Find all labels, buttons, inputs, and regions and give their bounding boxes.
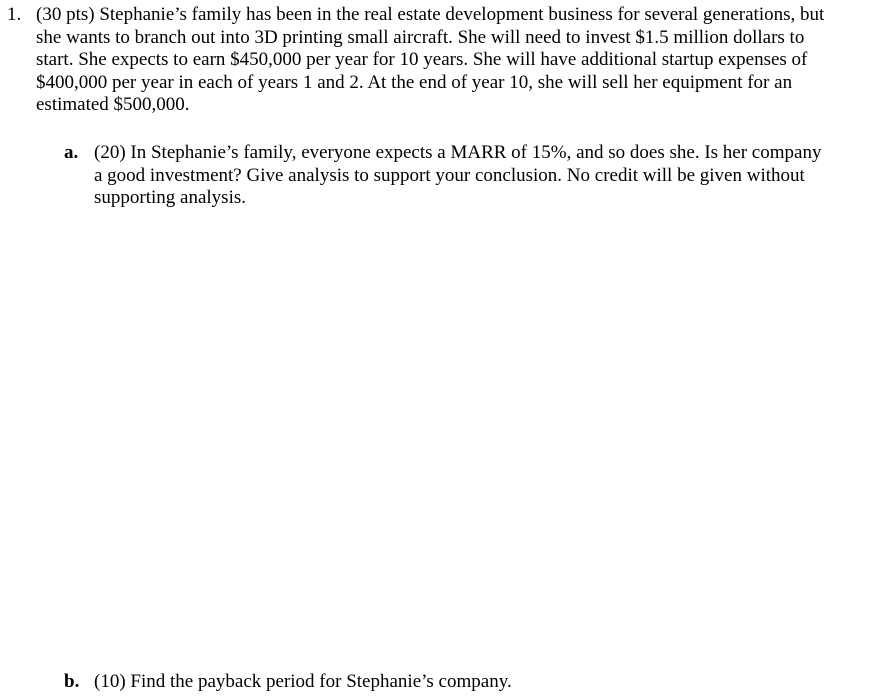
question-line: she wants to branch out into 3D printing small aircraft. She will need to invest $1.5 million dollars to (36, 26, 805, 48)
question-text (36, 4, 888, 117)
part-b-label: b. (64, 671, 80, 692)
question-line: start. She expects to earn $450,000 per year for 10 years. She will have additional startup expenses of (36, 49, 808, 71)
part-a-line: (20) In Stephanie’s family, everyone expects a MARR of 15%, and so does she. Is her company (94, 142, 822, 163)
question-line: estimated $500,000. (36, 94, 190, 116)
part-a-line: supporting analysis. (94, 187, 246, 209)
part-b-text (94, 671, 894, 694)
part-a-line: a good investment? Give analysis to support your conclusion. No credit will be given without (94, 164, 805, 186)
question-number: 1. (7, 4, 22, 25)
part-a-label: a. (64, 142, 79, 163)
question-line: (30 pts) Stephanie’s family has been in the real estate development business for several generations, but (36, 4, 825, 25)
part-a-text (94, 142, 894, 210)
question-line: $400,000 per year in each of years 1 and 2. At the end of year 10, she will sell her equipment for an (36, 71, 793, 93)
part-b-line: (10) Find the payback period for Stephanie’s company. (94, 671, 512, 692)
